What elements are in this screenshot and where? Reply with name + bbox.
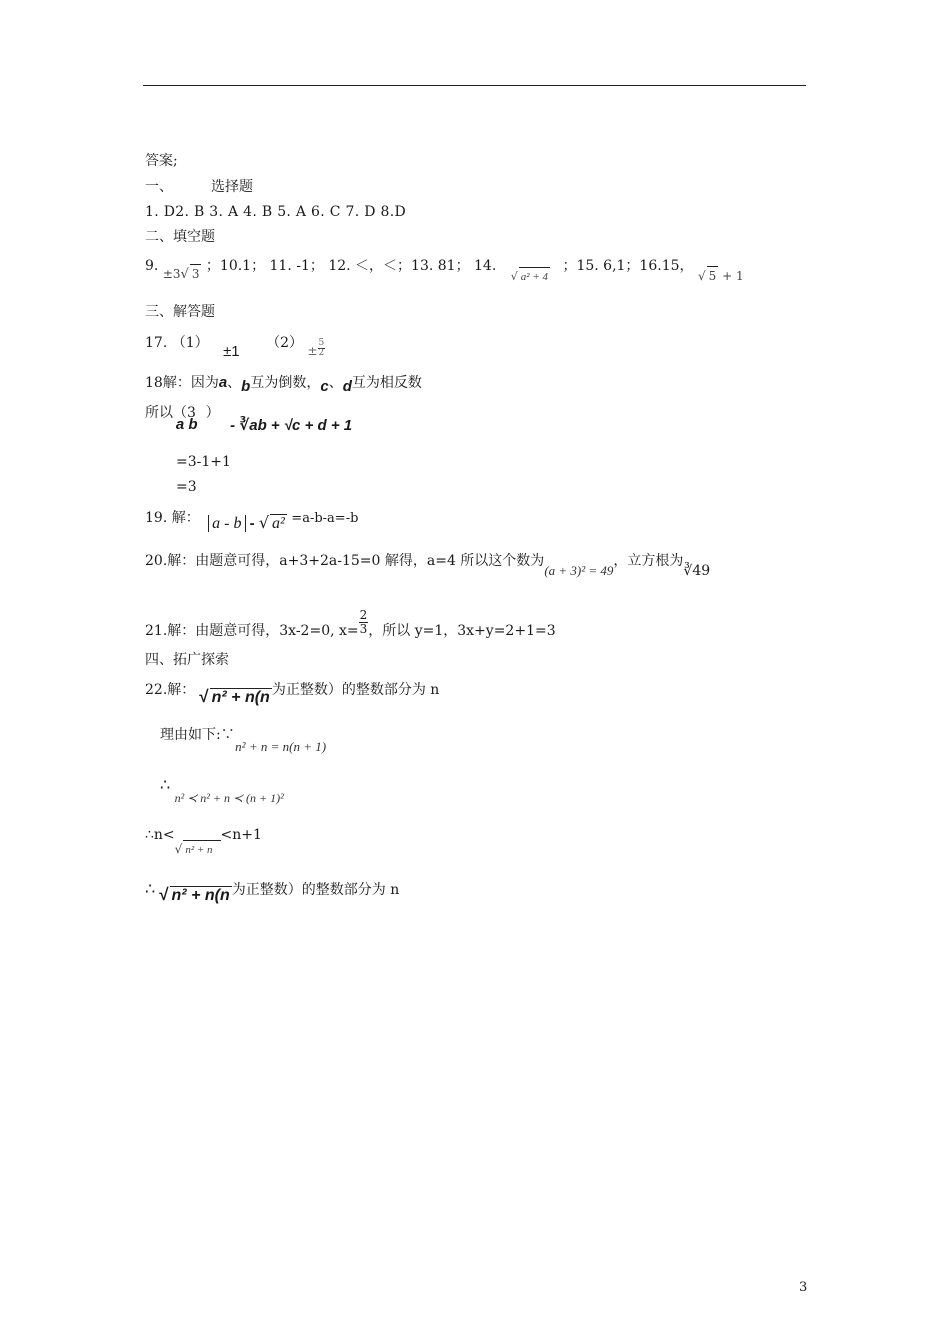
q21 (145, 608, 556, 640)
therefore-symbol: ∴ (145, 879, 156, 898)
q22-final-radicand: n² + n(n (171, 887, 230, 904)
q18-tail: 互为相反数 (351, 375, 422, 391)
q22-line3-tail: <n+1 (220, 827, 262, 843)
q9-radicand: 3 (190, 264, 202, 283)
section-3-title: 三、解答题 (145, 304, 215, 320)
q20 (145, 552, 711, 579)
q21-tail: ，所以 y=1，3x+y=2+1=3 (368, 623, 556, 639)
q17-numerator: 5 (318, 338, 325, 348)
sqrt-sign: √ (174, 842, 183, 856)
var-b: b (241, 378, 251, 395)
q17-label: 17. （1） (145, 335, 209, 351)
q17-sign: ± (307, 344, 318, 358)
var-c: c (320, 378, 329, 395)
q16-tail: + 1 (722, 269, 744, 283)
q20-cube-root: ∛49 (683, 563, 711, 579)
sqrt-sign: √ (180, 267, 189, 282)
q16-radicand: 5 (707, 266, 719, 285)
q19-radicand: a² (272, 515, 285, 532)
therefore-symbol: ∴ (160, 775, 171, 794)
q22-inequality-expression: n² ≺ n² + n ≺ (n + 1)² (174, 791, 284, 805)
fill-answers-tail: ；15. 6,1；16.15， (562, 258, 694, 274)
q18-ab: a b (175, 416, 198, 433)
section-1-label: 选择题 (211, 179, 253, 195)
sqrt-sign: √ (199, 687, 209, 706)
page-number: 3 (799, 1280, 808, 1295)
q21-numerator: 2 (359, 608, 368, 622)
sep: 、 (227, 375, 242, 391)
q22-reason-label: 理由如下:∵ (160, 727, 235, 743)
var-a: a (218, 374, 228, 391)
q18-step-2: =3 (176, 479, 197, 495)
q9-label: 9. (145, 258, 159, 274)
answer-header: 答案; (145, 153, 178, 169)
q18-so: 所以（3 (145, 405, 196, 421)
q19-minus: - (245, 515, 259, 532)
q20-text: 20.解：由题意可得，a+3+2a-15=0 解得，a=4 所以这个数为 (145, 553, 545, 569)
fill-answers (145, 256, 744, 283)
q19 (145, 508, 359, 532)
q22-reason (160, 726, 327, 754)
q22-line3-pre: ∴n< (145, 827, 175, 843)
q21-text: 21.解：由题意可得，3x-2=0, x= (145, 623, 359, 639)
section-1-title (145, 178, 253, 196)
q14-answer (511, 270, 550, 283)
q9-coef: ±3 (162, 267, 181, 281)
q19-result: =a-b-a=-b (291, 511, 359, 526)
q17-answer-1: ±1 (223, 343, 240, 360)
section-2-title: 二、填空题 (145, 229, 215, 245)
q22-inequality (160, 775, 284, 805)
q18-line-1 (145, 374, 422, 395)
q17-denominator: 2 (318, 348, 325, 358)
q22-final (145, 879, 400, 904)
fill-answers-mid: ；10.1； 11. -1； 12. ＜，＜；13. 81； 14. (205, 258, 497, 274)
header-rule (143, 85, 806, 86)
q9-answer (163, 267, 202, 281)
q19-abs: a - b (208, 515, 245, 532)
section-1-number: 一、 (145, 179, 173, 195)
section-4-title: 四、拓广探索 (145, 652, 229, 668)
q20-expression: (a + 3)² = 49 (544, 563, 614, 578)
var-d: d (342, 378, 352, 395)
q17-label-2: （2） (266, 335, 304, 351)
q18-label: 18解：因为 (145, 375, 219, 391)
q22-final-tail: 为正整数）的整数部分为 n (231, 882, 400, 898)
q18-close: ） (205, 405, 220, 421)
q17 (145, 331, 325, 360)
q17-answer-2 (307, 338, 325, 358)
q22-tail: 为正整数）的整数部分为 n (271, 682, 440, 698)
q18-expression: - ∛ab + √c + d + 1 (230, 417, 353, 434)
q14-radicand: a² + 4 (519, 267, 550, 286)
q20-mid: ，立方根为 (613, 553, 684, 569)
q22-line-1 (145, 680, 440, 706)
sep: 、 (328, 375, 343, 391)
q18-line-2 (145, 404, 353, 434)
sqrt-sign: √ (510, 270, 518, 283)
sqrt-sign: √ (697, 269, 706, 283)
q22-radicand: n² + n(n (211, 689, 270, 706)
q22-label: 22.解： (145, 682, 196, 698)
q22-reason-expression: n² + n = n(n + 1) (235, 739, 327, 754)
q16-answer (698, 269, 744, 283)
q22-line-3 (145, 826, 262, 856)
q18-step-1: =3-1+1 (176, 454, 231, 470)
q22-line3-radicand: n² + n (183, 840, 220, 859)
q21-denominator: 3 (359, 622, 368, 636)
choice-answers: 1. D2. B 3. A 4. B 5. A 6. C 7. D 8.D (145, 204, 406, 220)
sqrt-sign: √ (159, 885, 169, 904)
sqrt-sign: √ (258, 513, 270, 532)
q18-mid: 互为倒数， (250, 375, 321, 391)
q19-label: 19. 解： (145, 510, 200, 526)
